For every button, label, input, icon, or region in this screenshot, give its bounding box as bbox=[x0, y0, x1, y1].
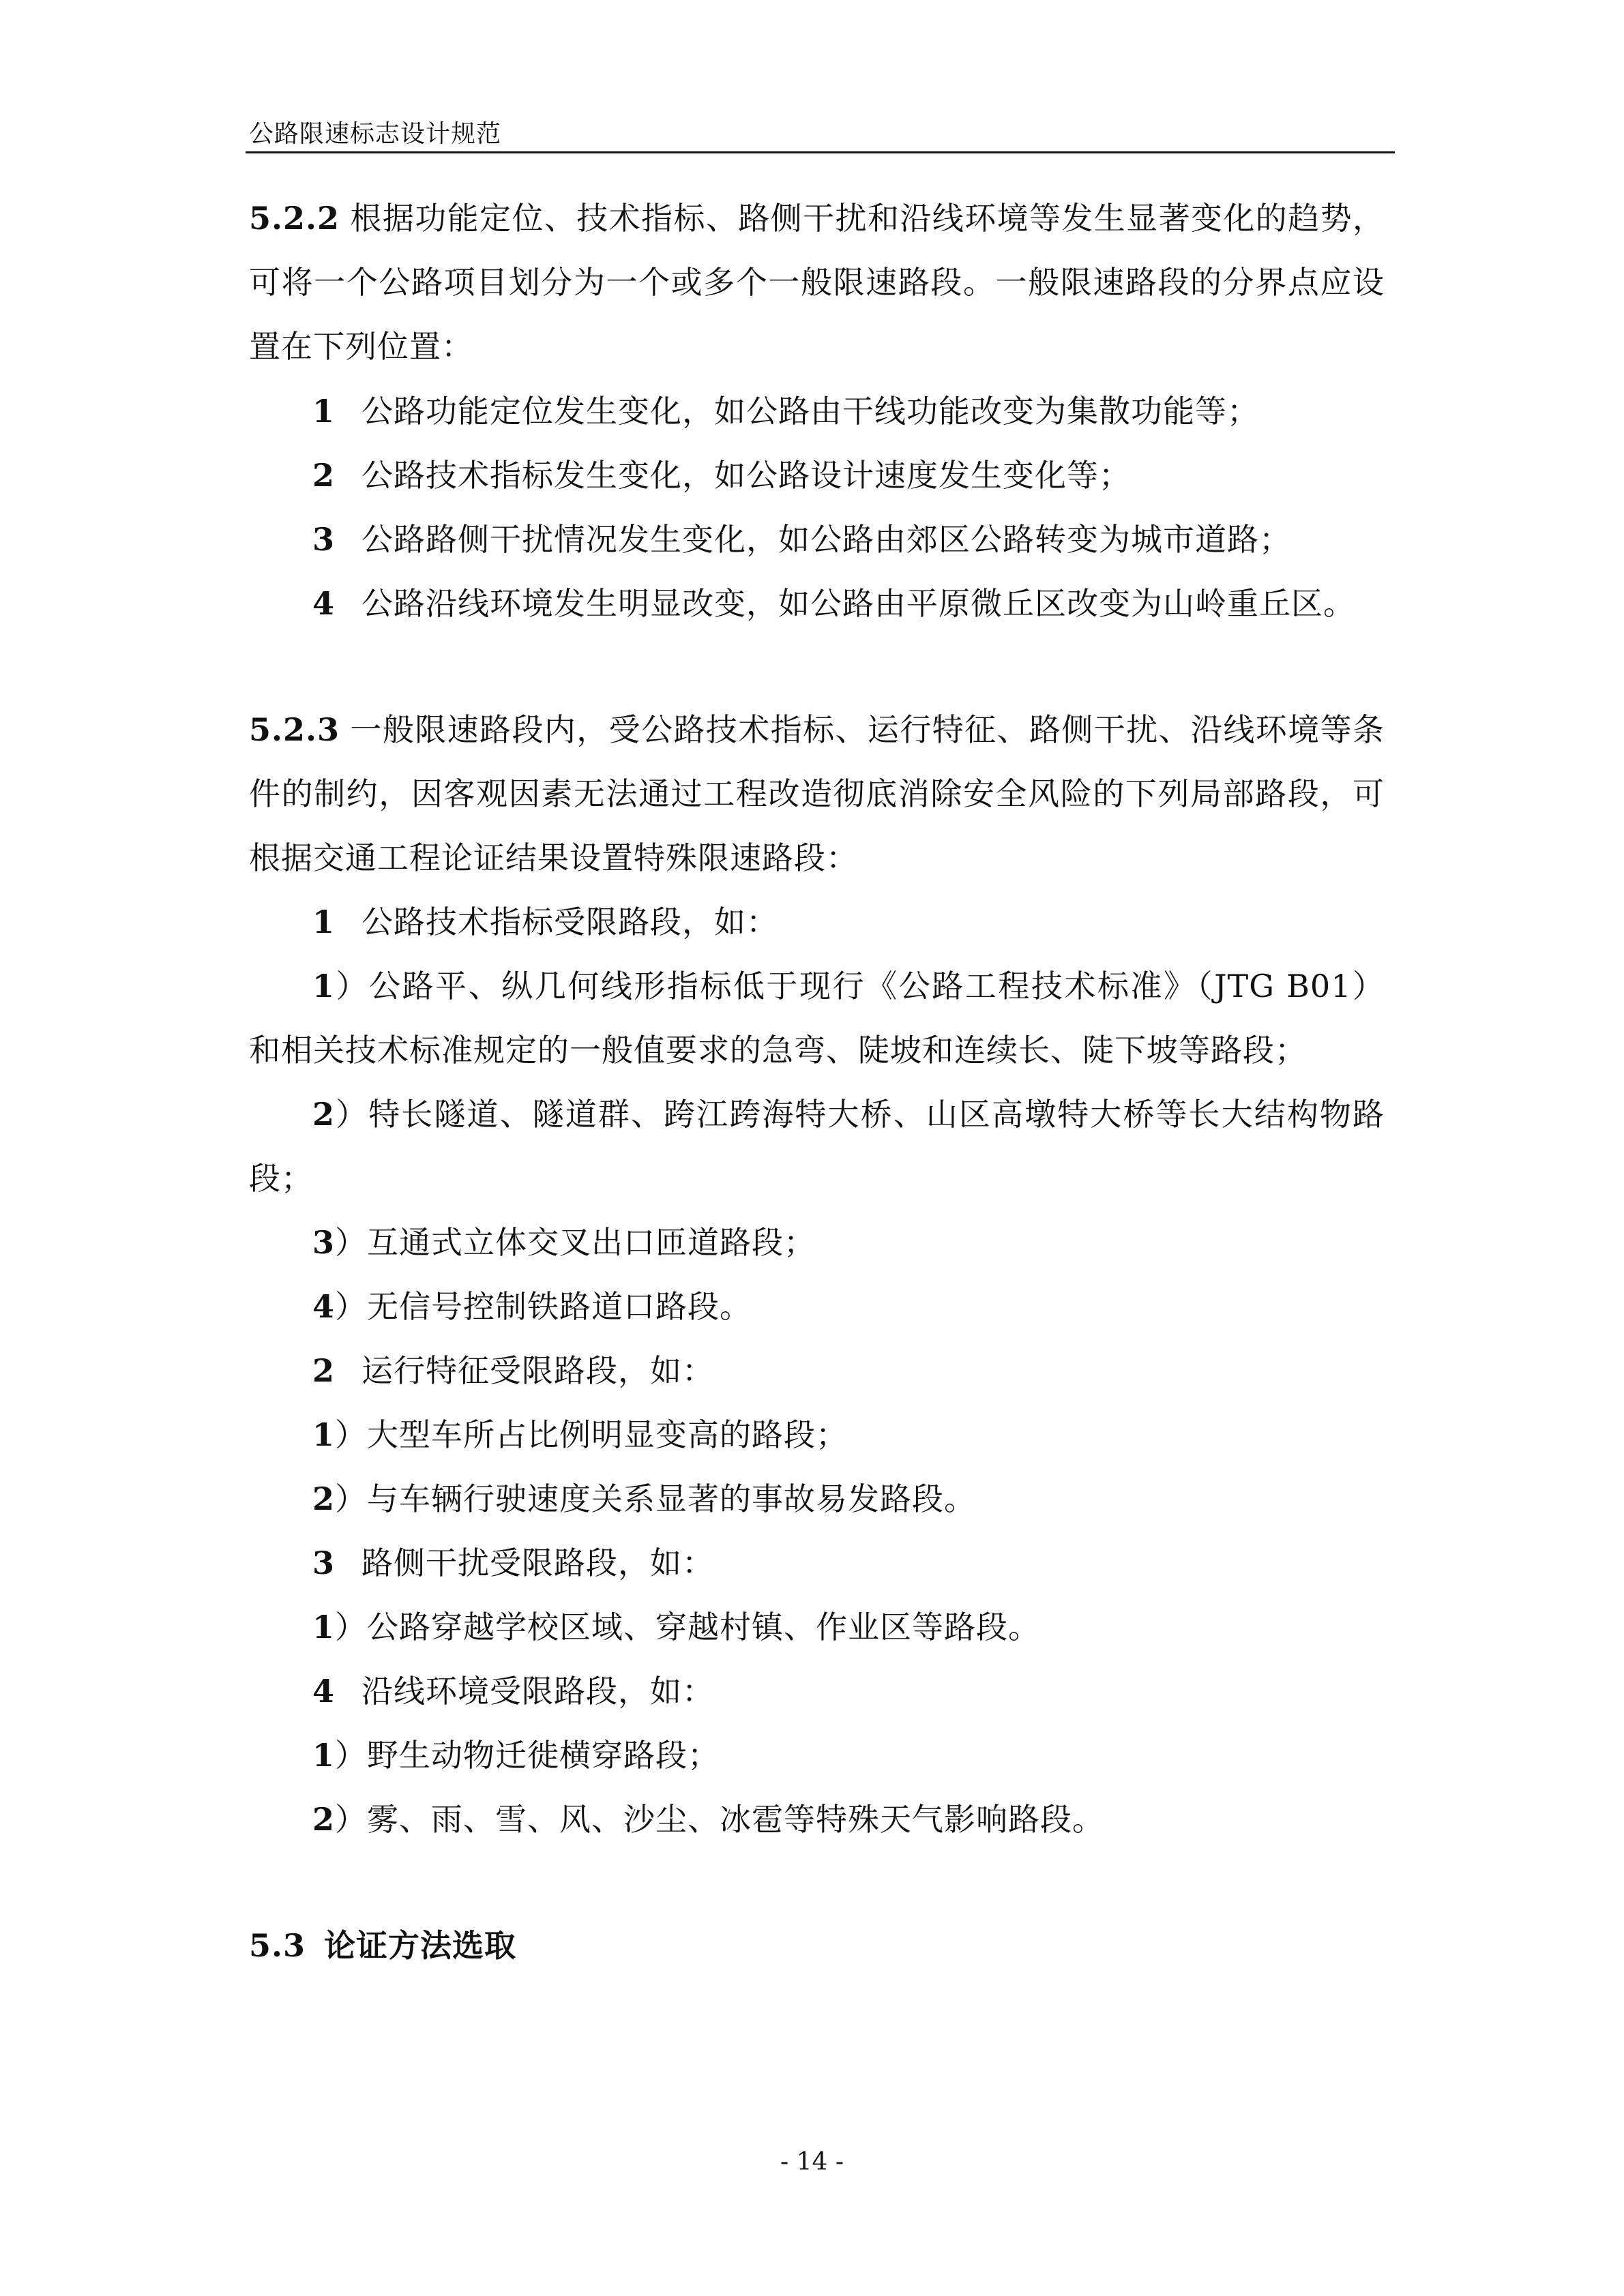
paragraph-line bbox=[249, 200, 1385, 237]
header-divider bbox=[246, 151, 1395, 153]
section-number: 5.3 bbox=[249, 1927, 306, 1964]
paragraph-line bbox=[249, 264, 1385, 301]
sub-item-number: 2 bbox=[312, 1480, 336, 1517]
sub-item-text: ）大型车所占比例明显变高的路段； bbox=[335, 1416, 848, 1453]
item-text: 公路沿线环境发生明显改变，如公路由平原微丘区改变为山岭重丘区。 bbox=[361, 585, 1355, 622]
list-item bbox=[312, 1547, 714, 1579]
sub-item-number: 1 bbox=[312, 1609, 336, 1645]
item-number: 4 bbox=[312, 585, 336, 622]
paragraph-line bbox=[249, 328, 473, 365]
sub-item-text: ）雾、雨、雪、风、沙尘、冰雹等特殊天气影响路段。 bbox=[335, 1801, 1105, 1838]
sub-item bbox=[312, 1224, 816, 1261]
sub-item-text: 和相关技术标准规定的一般值要求的急弯、陡坡和连续长、陡下坡等路段； bbox=[249, 1032, 1307, 1069]
item-text: 公路技术指标发生变化，如公路设计速度发生变化等； bbox=[361, 457, 1131, 494]
paragraph-text: 一般限速路段内，受公路技术指标、运行特征、路侧干扰、沿线环境等条 bbox=[350, 711, 1385, 748]
item-text: 公路路侧干扰情况发生变化，如公路由郊区公路转变为城市道路； bbox=[361, 521, 1291, 558]
sub-item bbox=[312, 1096, 1385, 1133]
sub-item-continuation bbox=[249, 1032, 1307, 1069]
sub-item-number: 3 bbox=[312, 1224, 336, 1261]
sub-item-number: 2 bbox=[312, 1801, 336, 1838]
paragraph-line bbox=[249, 711, 1385, 748]
sub-item-number: 2 bbox=[312, 1096, 336, 1133]
item-text: 沿线环境受限路段，如： bbox=[361, 1673, 714, 1710]
sub-item-number: 4 bbox=[312, 1288, 336, 1325]
item-number: 2 bbox=[312, 1352, 336, 1389]
item-text: 路侧干扰受限路段，如： bbox=[361, 1545, 714, 1581]
item-number: 3 bbox=[312, 1545, 336, 1581]
page-number: - 14 - bbox=[780, 2148, 844, 2176]
sub-item-text: ）公路穿越学校区域、穿越村镇、作业区等路段。 bbox=[335, 1609, 1041, 1645]
list-item bbox=[312, 1673, 714, 1710]
sub-item-number: 1 bbox=[312, 1416, 336, 1453]
header-title: 公路限速标志设计规范 bbox=[249, 120, 502, 148]
item-text: 公路技术指标受限路段，如： bbox=[361, 904, 778, 940]
sub-item-number: 1 bbox=[312, 1737, 336, 1774]
sub-item-text: ）互通式立体交叉出口匝道路段； bbox=[335, 1224, 816, 1261]
item-number: 4 bbox=[312, 1673, 336, 1710]
section-number: 5.2.3 bbox=[249, 711, 340, 748]
item-number: 3 bbox=[312, 521, 336, 558]
item-text: 公路功能定位发生变化，如公路由干线功能改变为集散功能等； bbox=[361, 393, 1259, 430]
section-title: 论证方法选取 bbox=[324, 1927, 516, 1964]
paragraph-text: 置在下列位置： bbox=[249, 328, 473, 365]
sub-item-text: ）野生动物迁徙横穿路段； bbox=[335, 1737, 720, 1774]
paragraph-line bbox=[249, 775, 1385, 812]
paragraph-text: 根据交通工程论证结果设置特殊限速路段： bbox=[249, 839, 858, 876]
item-number: 1 bbox=[312, 393, 336, 430]
paragraph-line bbox=[249, 839, 858, 876]
sub-item bbox=[312, 1480, 977, 1517]
sub-item bbox=[312, 1416, 848, 1453]
sub-item-continuation bbox=[249, 1160, 313, 1197]
section-number: 5.2.2 bbox=[249, 200, 340, 237]
item-number: 1 bbox=[312, 904, 336, 940]
paragraph-text: 根据功能定位、技术指标、路侧干扰和沿线环境等发生显著变化的趋势， bbox=[350, 200, 1385, 237]
list-item bbox=[312, 906, 778, 938]
sub-item-number: 1 bbox=[312, 968, 336, 1004]
item-number: 2 bbox=[312, 457, 336, 494]
sub-item-text: ）与车辆行驶速度关系显著的事故易发路段。 bbox=[335, 1480, 977, 1517]
list-item bbox=[312, 457, 1131, 494]
sub-item bbox=[312, 1801, 1105, 1838]
sub-item-text: 段； bbox=[249, 1160, 313, 1197]
paragraph-text: 可将一个公路项目划分为一个或多个一般限速路段。一般限速路段的分界点应设 bbox=[249, 264, 1385, 301]
list-item bbox=[312, 585, 1355, 622]
list-item bbox=[312, 393, 1259, 430]
sub-item bbox=[312, 1288, 752, 1325]
sub-item bbox=[312, 1611, 1040, 1643]
list-item bbox=[312, 521, 1291, 558]
list-item bbox=[312, 1352, 714, 1389]
sub-item-text: ）无信号控制铁路道口路段。 bbox=[335, 1288, 752, 1325]
item-text: 运行特征受限路段，如： bbox=[361, 1352, 714, 1389]
sub-item-text: ）公路平、纵几何线形指标低于现行《公路工程技术标准》（JTG B01） bbox=[335, 968, 1385, 1004]
sub-item bbox=[312, 970, 1385, 1002]
paragraph-text: 件的制约，因客观因素无法通过工程改造彻底消除安全风险的下列局部路段，可 bbox=[249, 775, 1385, 812]
section-5-3-heading bbox=[249, 1927, 516, 1964]
sub-item bbox=[312, 1737, 720, 1774]
sub-item-text: ）特长隧道、隧道群、跨江跨海特大桥、山区高墩特大桥等长大结构物路 bbox=[335, 1096, 1385, 1133]
